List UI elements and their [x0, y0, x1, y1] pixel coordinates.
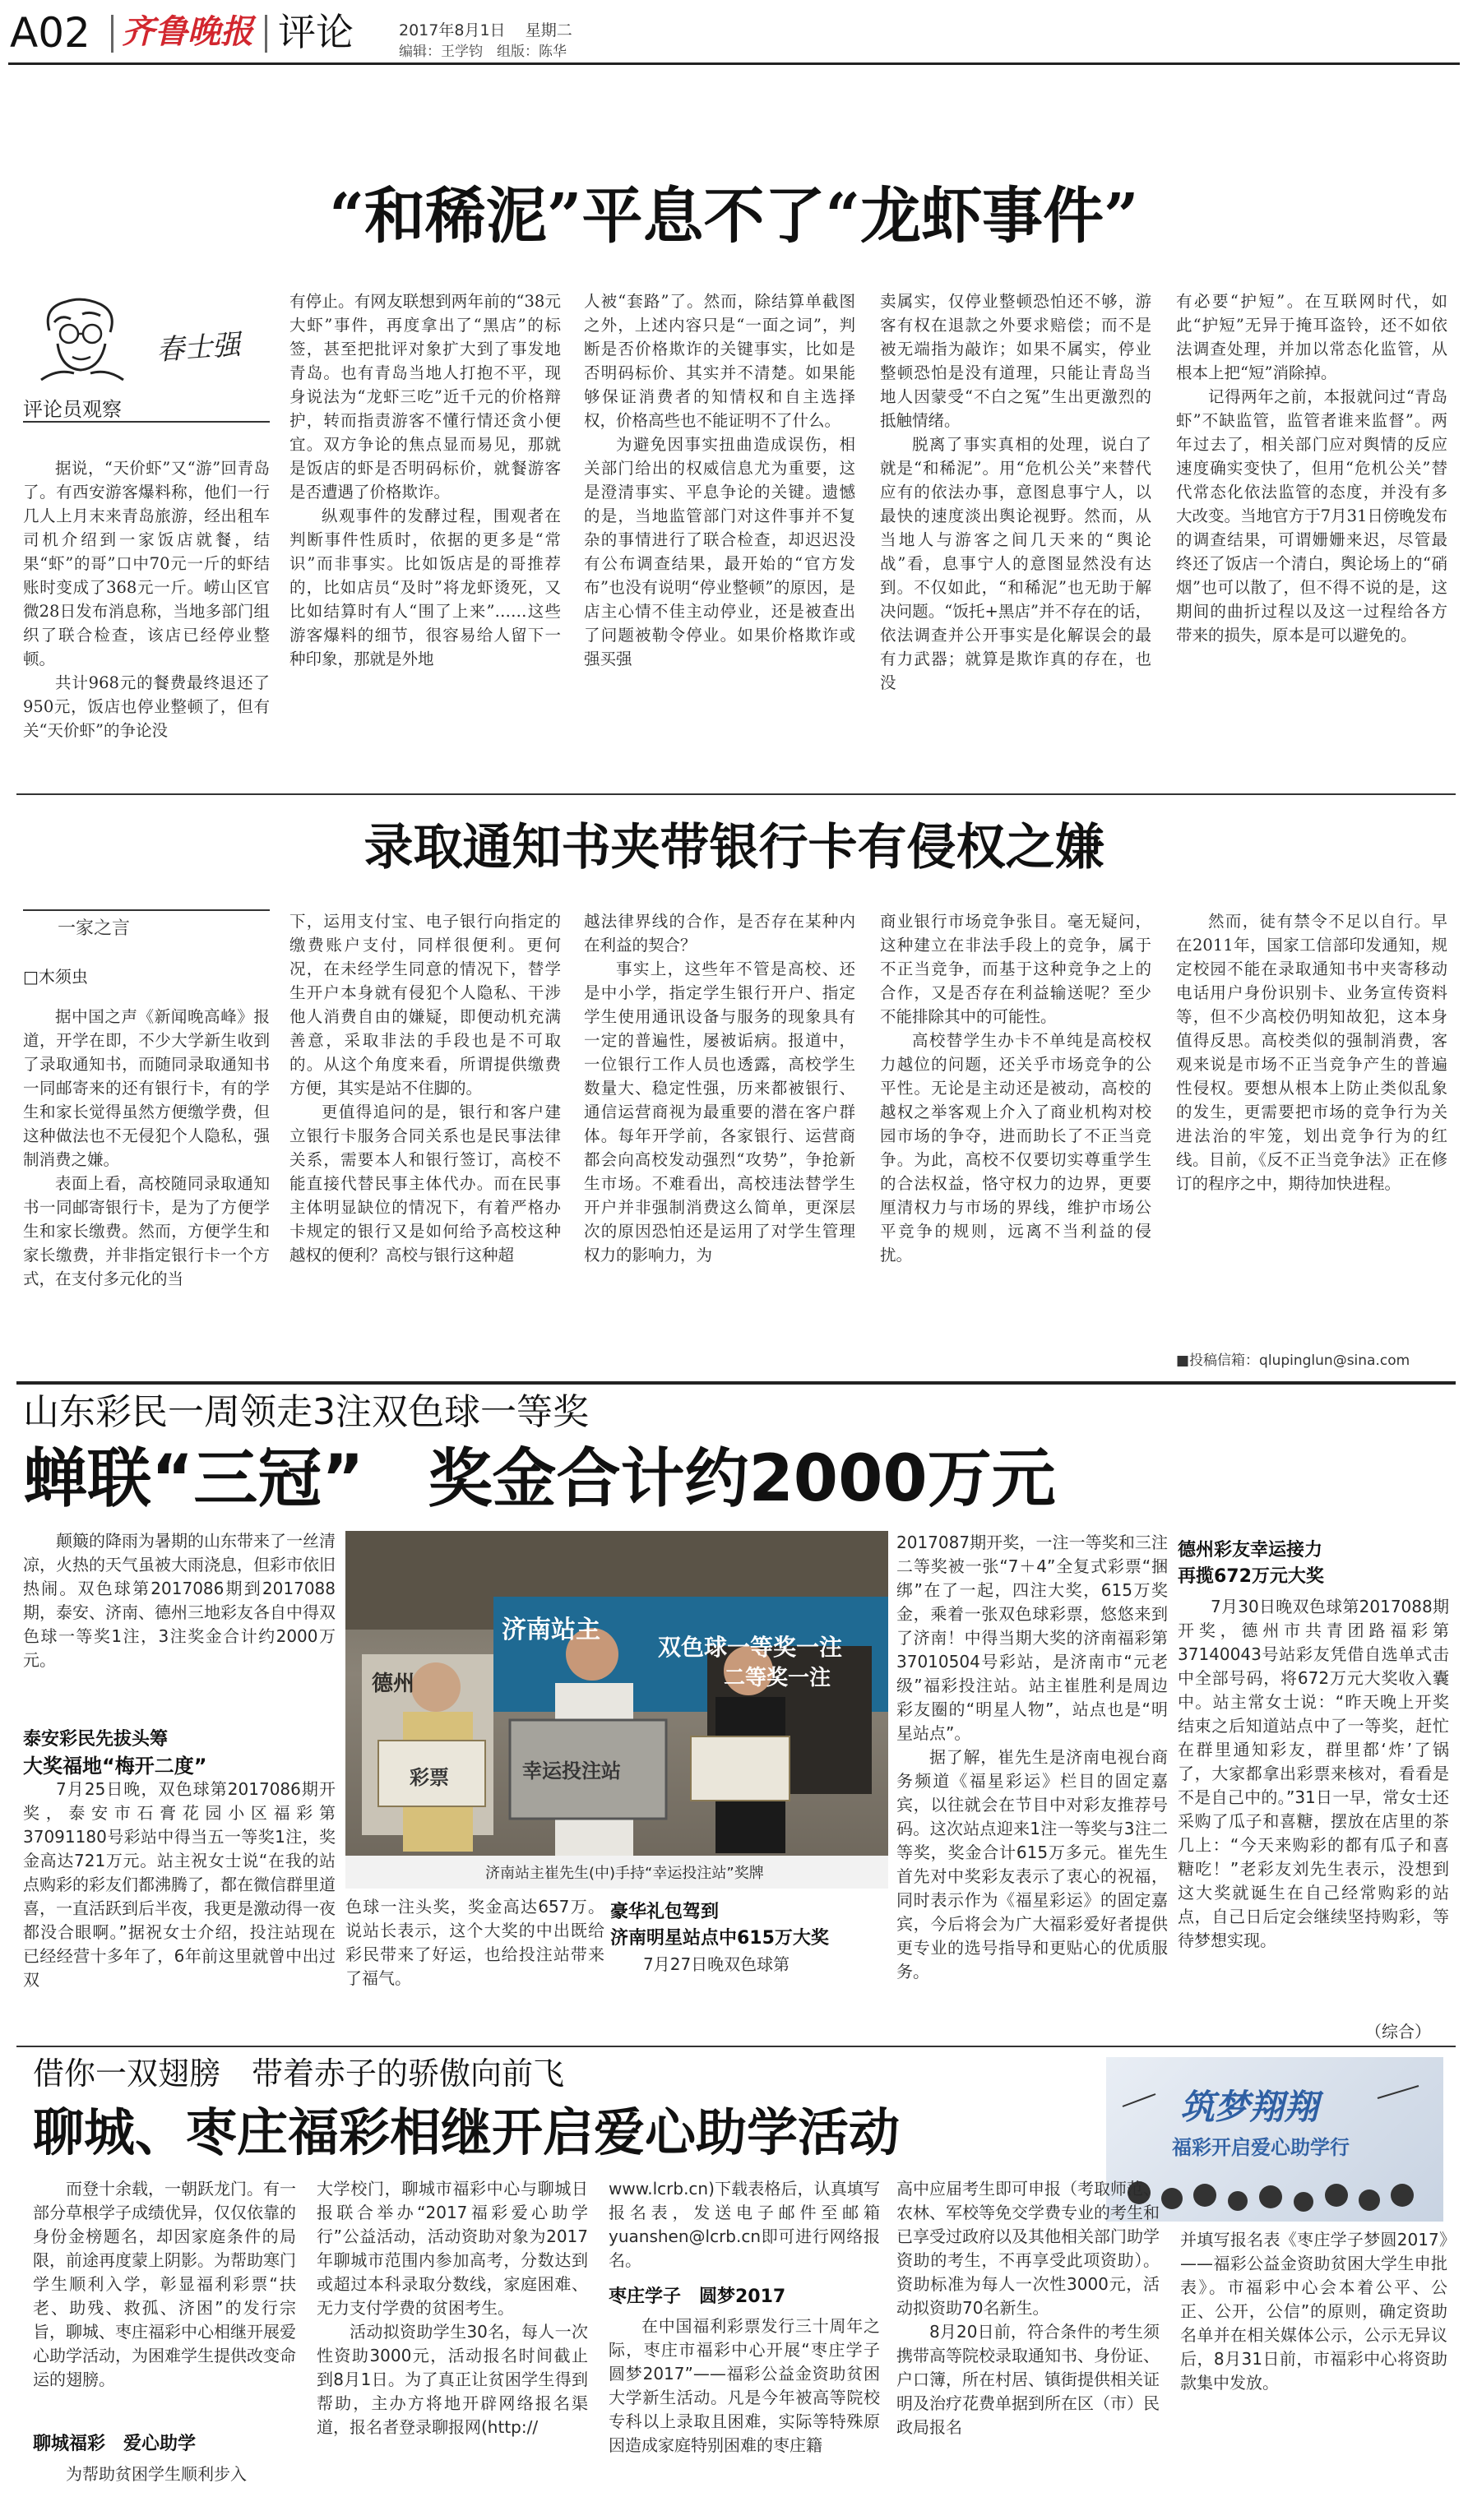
story3-lead: 颠簸的降雨为暑期的山东带来了一丝清凉，火热的天气虽被大雨浇息，但彩市依旧热闹。双色球第2017086期到2017088期，泰安、济南、德州三地彩友各自中得双色球一等奖1注，3注奖金合计约2000万元。 [23, 1531, 336, 1670]
columnist-signature: 春士强 [155, 328, 242, 368]
story4-sub-a: 聊城福彩 爱心助学 [33, 2434, 197, 2454]
masthead-rule [8, 62, 1460, 65]
paragraph: 据了解，崔先生是济南电视台商务频道《福星彩运》栏目的固定嘉宾，以往就会在节目中对彩友推荐号码。这次站点迎来1注一等奖与3注二等奖，奖金合计615万多元。崔先生首先对中奖彩友表示了衷心的祝福，同时表示作为《福星彩运》的固定嘉宾，今后将会为广大福彩爱好者提供更专业的选号指导和更贴心的优质服务。 [896, 1747, 1168, 1981]
submission-email: ■投稿信箱：qlupinglun@sina.com [1176, 1352, 1410, 1369]
columnist-portrait [25, 289, 140, 381]
story3-body2: 7月27日晚双色球第 [643, 1954, 790, 1974]
story2-col4: 商业银行市场竞争张目。毫无疑问，这种建立在非法手段上的竞争，属于不正当竞争，而基于这种竞争之上的合作，又是否存在利益输送呢？至少不能排除其中的可能性。 高校替学生办卡不单纯是高校权力越位的问题，还关乎市场竞争的公平性。无论是主动还是被动，高校的越权之举客观上介入了商业机构对校园市场的争夺，进而助长了不正当竞争。为此，高校不仅要切实尊重学生的合法权益，恪守权力的边界，更要厘清权力与市场的界线，维护市场公平竞争的规则，远离不当利益的侵扰。 [880, 909, 1151, 1374]
paragraph: 8月20日前，符合条件的考生须携带高等院校录取通知书、身份证、户口簿，所在村居、镇街提供相关证明及治疗花费单据到所在区（市）民政局报名 [896, 2322, 1160, 2437]
story2-col5: 然而，徒有禁令不足以自行。早在2011年，国家工信部印发通知，规定校园不能在录取通知书中夹寄移动电话用户身份识别卡、业务宣传资料等，但不少高校仍明知故犯，这本身值得反思。高校类似的强制消费，客观来说是市场不正当竞争产生的普遍性侵权。要想从根本上防止类似乱象的发生，更需要把市场的竞争行为关进法治的牢笼，划出竞争行为的红线。目前，《反不正当竞争法》正在修订的程序之中，期待加快进程。 [1176, 912, 1447, 1193]
story4-col1b: 为帮助贫困学生顺利步入 [66, 2464, 247, 2484]
story4-headline: 聊城、枣庄福彩相继开启爱心助学活动 [33, 2102, 901, 2162]
story3-sub1: 泰安彩民先拔头筹 [23, 1729, 169, 1750]
photo-board: 彩票 [410, 1765, 449, 1789]
story4-col5: 并填写报名表《枣庄学子梦圆2017》——福彩公益金资助贫困大学生申批表》。市福彩中心会本着公平、公正、公开，公信”的原则，确定资助名单并在相关媒体公示，公示无异议后，8月31日前，市福彩中心将资助款集中发放。 [1180, 2230, 1447, 2393]
column-label: 一家之言 [58, 918, 131, 939]
page-number: A02 [10, 9, 90, 57]
section-title: 评论 [278, 10, 354, 54]
photo-sign-second-prize: 二等奖一注 [724, 1666, 831, 1690]
story3-closing: （综合） [1365, 2022, 1431, 2041]
section-divider [16, 1381, 1456, 1385]
banner-subtitle: 福彩开启爱心助学行 [1172, 2136, 1350, 2159]
paragraph: 脱离了事实真相的处理，说白了就是“和稀泥”。用“危机公关”来替代应有的依法办事，意图息事宁人，以最快的速度淡出舆论视野。然而，从当地人与游客之间几天来的“舆论战”看，息事宁人的意图显然没有达到。不仅如此，“和稀泥”也无助于解决问题。“饭托+黑店”并不存在的话，依法调查并公开事实是化解误会的最有力武器；就算是欺诈真的存在，也没 [880, 435, 1151, 692]
photo-sign-first-prize: 双色球一等奖一注 [658, 1634, 843, 1661]
story4-sub-b: 枣庄学子 圆梦2017 [609, 2286, 786, 2307]
column-label-rule [23, 909, 270, 911]
column-label-rule [23, 421, 270, 423]
paragraph: 活动拟资助学生30名，每人一次性资助3000元，活动报名时间截止到8月1日。为了真正让贫困学生得到帮助，主办方将地开辟网络报名渠道，报名者登录聊报网(http:// [317, 2322, 588, 2437]
paragraph: 更值得追问的是，银行和客户建立银行卡服务合同关系也是民事法律关系，需要本人和银行签订，高校不能直接代替民事主体代办。而在民事主体明显缺位的情况下，有着严格办卡规定的银行又是如何给予高校这种越权的便利？高校与银行这种超 [289, 1103, 561, 1265]
masthead-divider [111, 15, 113, 53]
story4-col1: 而登十余载，一朝跃龙门。有一部分草根学子成绩优异，仅仅依靠的身份金榜题名，却因家庭条件的局限，前途再度蒙上阴影。为帮助寒门学生顺利入学，彰显福利彩票“扶老、助残、救孤、济困”的发行宗旨，聊城、枣庄福彩中心相继开展爱心助学活动，为困难学生提供改变命运的翅膀。 [33, 2179, 296, 2389]
photo-sign-city: 德州 [372, 1672, 415, 1696]
paragraph: 为避免因事实扭曲造成误伤，相关部门给出的权威信息尤为重要，这是澄清事实、平息争论的关键。遗憾的是，当地监管部门对这件事并不复杂的事情进行了联合检查，却迟迟没有公布调查结果，最开始的“官方发布”也没有说明“停业整顿”的原因，是店主心情不佳主动停业，还是被查出了问题被勒令停业。如果价格欺诈或强买强 [584, 435, 855, 668]
photo-sign-station: 济南站主 [502, 1616, 600, 1644]
story1-col1: 据说，“天价虾”又“游”回青岛了。有西安游客爆料称，他们一行几人上月末来青岛旅游，经出租车司机介绍到一家饭店就餐，结果“虾”的哥”口中70元一斤的虾结账时变成了368元一斤。崂山区官微28日发布消息称，当地多部门组织了联合检查，该店已经停业整顿。 共计968元的餐费最终退还了950元，饭店也停业整顿了，但有关“天价虾”的争论没 [23, 456, 270, 785]
paper-logo: 齐鲁晚报 [122, 12, 253, 51]
story2-col3: 越法律界线的合作，是否存在某种内在利益的契合？ 事实上，这些年不管是高校、还是中小学，指定学生银行开户、指定学生使用通讯设备与服务的现象具有一定的普遍性，屡被诟病。报道中，一位银行工作人员也透露，高校学生数量大、稳定性强，历来都被银行、通信运营商视为最重要的潜在客户群体。每年开学前，各家银行、运营商都会向高校发动强烈“攻势”，争抢新生市场。不难看出，高校违法替学生开户并非强制消费这么简单，更深层次的原因恐怕还是运用了对学生管理权力的影响力，为 [584, 909, 855, 1374]
story4-kicker: 借你一双翅膀 带着赤子的骄傲向前飞 [33, 2055, 565, 2092]
story3-body4: 7月30日晚双色球第2017088期开奖，德州市共青团路福彩第37140043号站彩友凭借自选单式击中全部号码，将672万元大奖收入囊中。站主常女士说：“昨天晚上开奖结束之后知道站点中了一等奖，赶忙在群里通知彩友，群里都‘炸’了锅了，大家都拿出彩票来核对，看看是不是自己中的。”31日一早，常女士还采购了瓜子和喜糖，摆放在店里的茶几上：“今天来购彩的都有瓜子和喜糖吃！”老彩友刘先生表示，没想到这大奖就诞生在自己经常购彩的站点，自己日后定会继续坚持购彩，等待梦想实现。 [1178, 1597, 1449, 1950]
story3-sub2b: 济南明星站点中615万大奖 [610, 1928, 829, 1949]
story1-headline: “和稀泥”平息不了“龙虾事件” [329, 181, 1139, 252]
story3-sub3: 德州彩友幸运接力 [1178, 1540, 1323, 1561]
story2-col2: 下，运用支付宝、电子银行向指定的缴费账户支付，同样很便利。更何况，在未经学生同意的情况下，替学生开户本身就有侵犯个人隐私、干涉他人消费自由的嫌疑，即便动机充满善意，采取非法的手段也是不可取的。从这个角度来看，所谓提供缴费方便，其实是站不住脚的。 更值得追问的是，银行和客户建立银行卡服务合同关系也是民事法律关系，需要本人和银行签订，高校不能直接代替民事主体代办。而在民事主体明显缺位的情况下，有着严格办卡规定的银行又是如何给予高校这种越权的便利？高校与银行这种超 [289, 909, 561, 1374]
banner-title: 筑梦翔翔 [1180, 2087, 1319, 2127]
column-label: 评论员观察 [23, 398, 122, 421]
editors: 编辑：王学钧 组版：陈华 [399, 44, 567, 60]
story4-col3b: 在中国福利彩票发行三十周年之际，枣庄市福彩中心开展“枣庄学子圆梦2017”——福彩公益金资助贫困大学新生活动。凡是今年被高等院校专科以上录取且困难，实际等特殊原因造成家庭特别困难的枣庄籍 [609, 2316, 880, 2455]
story3-kicker: 山东彩民一周领走3注双色球一等奖 [23, 1391, 589, 1433]
story1-col2: 有停止。有网友联想到两年前的“38元大虾”事件，再度拿出了“黑店”的标签，甚至把批评对象扩大到了事发地青岛。也有青岛当地人打抱不平，现身说法为“龙虾三吃”近千元的价格辩护，转而指责游客不懂行情还贪小便宜。双方争论的焦点显而易见，那就是饭店的虾是否明码标价，就餐游客是否遭遇了价格欺诈。 纵观事件的发酵过程，围观者在判断事件性质时，依据的更多是“常识”而非事实。比如饭店是的哥推荐的，比如店员“及时”将龙虾烫死，又比如结算时有人“围了上来”……这些游客爆料的细节，很容易给人留下一种印象，那就是外地 [289, 289, 561, 783]
story3-body1: 7月25日晚，双色球第2017086期开奖，泰安市石膏花园小区福彩第37091180号彩站中得当五一等奖1注，奖金高达721万元。站主祝女士说“在我的站点购彩的彩友们都沸腾了，都在微信群里道喜，一直活跃到后半夜，我更是激动得一夜都没合眼啊。”据祝女士介绍，投注站现在已经经营十多年了，6年前这里就曾中出过双 [23, 1779, 336, 1990]
story2-headline: 录取通知书夹带银行卡有侵权之嫌 [364, 819, 1104, 876]
weekday: 星期二 [525, 21, 572, 39]
winner-photo [345, 1531, 888, 1889]
paragraph: 共计968元的餐费最终退还了950元，饭店也停业整顿了，但有关“天价虾”的争论没 [23, 673, 270, 740]
story3-sub2: 豪华礼包驾到 [610, 1902, 720, 1922]
section-divider [16, 793, 1456, 795]
story1-col5: 有必要“护短”。在互联网时代，如此“护短”无异于掩耳盗铃，还不如依法调查处理，并加以常态化监管，从根本上把“短”消除掉。 记得两年之前，本报就问过“青岛虾”不缺监管，监管者谁来监督”。两年过去了，相关部门应对舆情的反应速度确实变快了，但用“危机公关”替代常态化依法监管的态度，并没有多大改变。当地官方于7月31日傍晚发布的调查结果，可谓姗姗来迟，尽管最终还了饭店一个清白，舆论场上的“硝烟”也可以散了，但不得不说的是，这期间的曲折过程以及这一过程给各方带来的损失，原本是可以避免的。 [1176, 289, 1447, 783]
author-name: 木须虫 [38, 967, 88, 987]
story1-col4: 卖属实，仅停业整顿恐怕还不够，游客有权在退款之外要求赔偿；而不是被无端指为敲诈；如果不属实，停业整顿恐怕是没有道理，只能让青岛当地人因蒙受“不白之冤”生出更激烈的抵触情绪。 脱离了事实真相的处理，说白了就是“和稀泥”。用“危机公关”来替代应有的依法办事，意图息事宁人，以最快的速度淡出舆论视野。然而，从当地人与游客之间几天来的“舆论战”看，息事宁人的意图显然没有达到。不仅如此，“和稀泥”也无助于解决问题。“饭托+黑店”并不存在的话，依法调查并公开事实是化解误会的最有力武器；就算是欺诈真的存在，也没 [880, 289, 1151, 783]
paragraph: 高校替学生办卡不单纯是高校权力越位的问题，还关乎市场竞争的公平性。无论是主动还是被动，高校的越权之举客观上介入了商业机构对校园市场的争夺，进而助长了不正当竞争。为此，高校不仅要切实尊重学生的合法权益，恪守权力的边界，更要厘清权力与市场的界线，维护市场公平竞争的规则，远离不当利益的侵扰。 [880, 1031, 1151, 1265]
paragraph: 纵观事件的发酵过程，围观者在判断事件性质时，依据的更多是“常识”而非事实。比如饭店是的哥推荐的，比如店员“及时”将龙虾烫死，又比如结算时有人“围了上来”……这些游客爆料的细节，很容易给人留下一种印象，那就是外地 [289, 506, 561, 668]
story2-col1: 据中国之声《新闻晚高峰》报道，开学在即，不少大学新生收到了录取通知书，而随同录取通知书一同邮寄来的还有银行卡，有的学生和家长觉得虽然方便缴学费，但这种做法也不无侵犯个人隐私，强制消费之嫌。 表面上看，高校随同录取通知书一同邮寄银行卡，是为了方便学生和家长缴费。然而，方便学生和家长缴费，并非指定银行卡一个方式，在支付多元化的当 [23, 1005, 270, 1373]
story3-body1b: 色球一注头奖，奖金高达657万。说站长表示，这个大奖的中出既给彩民带来了好运，也给投注站带来了福气。 [345, 1897, 604, 1988]
story3-sub1b: 大奖福地“梅开二度” [23, 1755, 207, 1778]
author: □木须虫 [23, 967, 88, 987]
paragraph: 事实上，这些年不管是高校、还是中小学，指定学生银行开户、指定学生使用通讯设备与服务的现象具有一定的普遍性，屡被诟病。报道中，一位银行工作人员也透露，高校学生数量大、稳定性强，历来都被银行、通信运营商视为最重要的潜在客户群体。每年开学前，各家银行、运营商都会向高校发动强烈“攻势”，争抢新生市场。不难看出，高校违法替学生开户并非强制消费这么简单，更深层次的原因恐怕还是运用了对学生管理权力的影响力，为 [584, 959, 855, 1265]
section-divider [16, 2046, 1456, 2047]
story3-sub3b: 再揽672万元大奖 [1178, 1566, 1324, 1587]
story4-col3: www.lcrb.cn)下载表格后，认真填写报名表，发送电子邮件至邮箱yuanshen@lcrb.cn即可进行网络报名。 [609, 2179, 880, 2270]
story4-col2: 大学校门，聊城市福彩中心与聊城日报联合举办“2017福彩爱心助学行”公益活动，活动资助对象为2017年聊城市范围内参加高考，分数达到或超过本科录取分数线，家庭困难、无力支付学费的贫困考生。 活动拟资助学生30名，每人一次性资助3000元，活动报名时间截止到8月1日。为了真正让贫困学生得到帮助，主办方将地开辟网络报名渠道，报名者登录聊报网(http:// [317, 2177, 588, 2514]
photo-caption: 济南站主崔先生(中)手持“幸运投注站”奖牌 [485, 1865, 764, 1882]
story1-col3: 人被“套路”了。然而，除结算单截图之外，上述内容只是“一面之词”，判断是否价格欺诈的关键事实，比如是否明码标价、其实并不清楚。如果能够保证消费者的知情权和自主选择权，价格高些也不能证明不了什么。 为避免因事实扭曲造成误伤，相关部门给出的权威信息尤为重要，这是澄清事实、平息争论的关键。遗憾的是，当地监管部门对这件事并不复杂的事情进行了联合检查，却迟迟没有公布调查结果，最开始的“官方发布”也没有说明“停业整顿”的原因，是店主心情不佳主动停业，还是被查出了问题被勒令停业。如果价格欺诈或强买强 [584, 289, 855, 783]
story4-col4: 高中应届考生即可申报（考取师范、农林、军校等免交学费专业的考生和已享受过政府以及其他相关部门助学资助的考生，不再享受此项资助）。资助标准为每人一次性3000元，活动拟资助70名新生。 8月20日前，符合条件的考生须携带高等院校录取通知书、身份证、户口簿，所在村居、镇街提供相关证明及治疗花费单据到所在区（市）民政局报名 [896, 2177, 1160, 2514]
issue-date [399, 18, 572, 40]
story3-headline: 蝉联“三冠” 奖金合计约2000万元 [23, 1442, 1056, 1516]
story3-body3: 2017087期开奖，一注一等奖和三注二等奖被一张“7＋4”全复式彩票“捆绑”在了一起，四注大奖，615万奖金，乘着一张双色球彩票，悠悠来到了济南！中得当期大奖的济南福彩第37010504号彩站，是济南市“元老级”福彩投注站。站主崔胜利是周边彩友圈的“明星人物”，站点也是“明星站点”。 据了解，崔先生是济南电视台商务频道《福星彩运》栏目的固定嘉宾，以往就会在节目中对彩友推荐号码。这次站点迎来1注一等奖与3注二等奖，奖金合计615万多元。崔先生首先对中奖彩友表示了衷心的祝福，同时表示作为《福星彩运》的固定嘉宾，今后将会为广大福彩爱好者提供更专业的选号指导和更贴心的优质服务。 [896, 1531, 1168, 2041]
paragraph: 记得两年之前，本报就问过“青岛虾”不缺监管，监管者谁来监督”。两年过去了，相关部门应对舆情的反应速度确实变快了，但用“危机公关”替代常态化依法监管的态度，并没有多大改变。当地官方于7月31日傍晚发布的调查结果，可谓姗姗来迟，尽管最终还了饭店一个清白，舆论场上的“硝烟”也可以散了，但不得不说的是，这期间的曲折过程以及这一过程给各方带来的损失，原本是可以避免的。 [1176, 387, 1447, 645]
paragraph: 表面上看，高校随同录取通知书一同邮寄银行卡，是为了方便学生和家长缴费。然而，方便学生和家长缴费，并非指定银行卡一个方式，在支付多元化的当 [23, 1174, 270, 1288]
date: 2017年8月1日 [399, 21, 506, 39]
photo-plaque: 幸运投注站 [522, 1759, 621, 1782]
masthead-divider [265, 15, 267, 53]
